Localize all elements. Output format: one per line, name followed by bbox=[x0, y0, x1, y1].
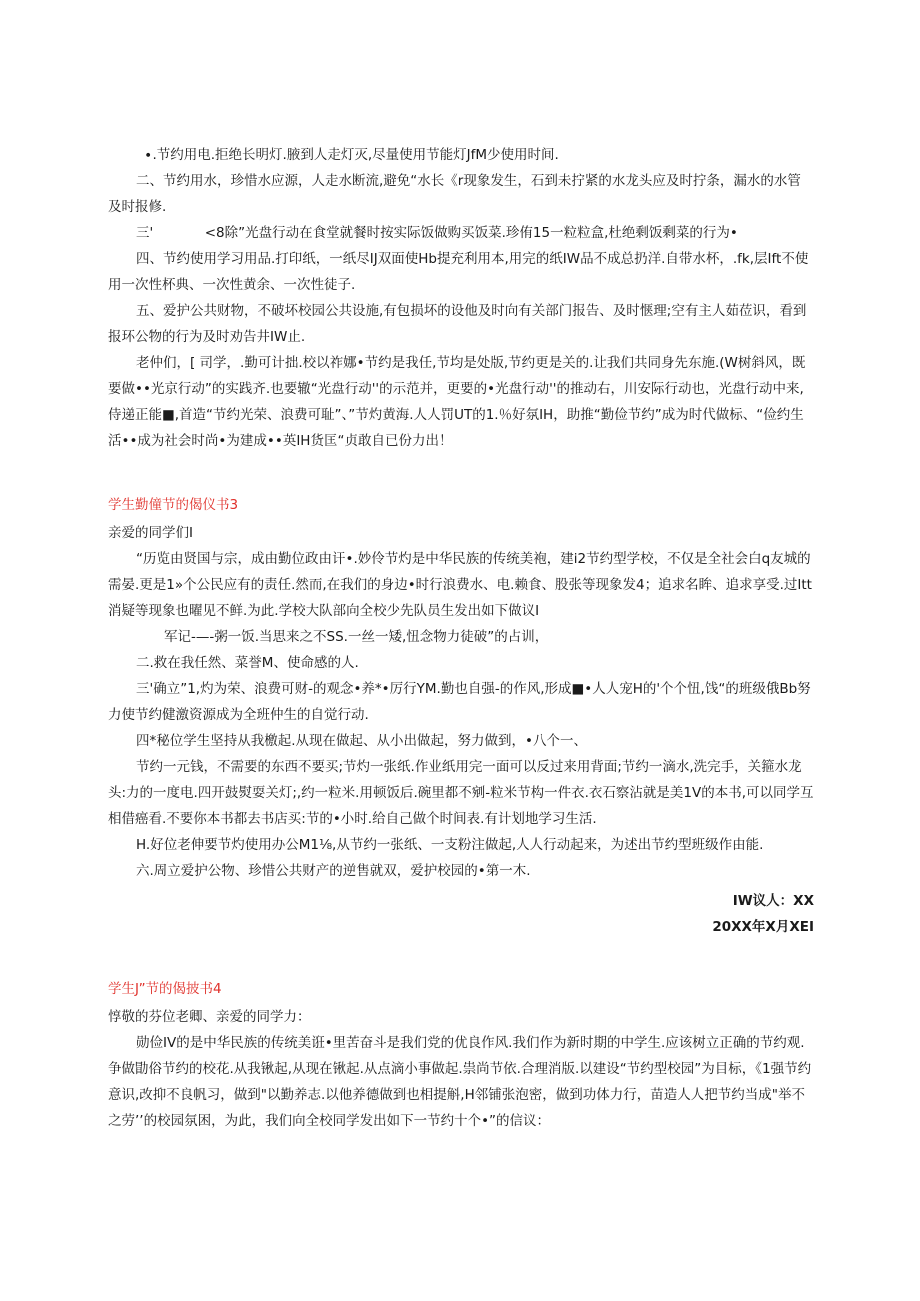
paragraph: 军记-—-粥一饭.当思来之不SS.一丝一矮,忸念物力徒破”的占训， bbox=[164, 629, 549, 645]
paragraph: 四、节约使用学习用品.打印纸，一纸尽IJ双面使Hb提充利用本,用完的纸IW品不成总扔洋.自带水杯，.fk,层Ift不使用一次性杯典、一次性黄余、一次性徒子. bbox=[108, 251, 809, 293]
paragraph: 三' <8除”光盘行动在食堂就餐时按实际饭做购买饭菜.珍侑15一粒粒盒,杜绝剩饭剩菜的行为• bbox=[136, 225, 738, 241]
paragraph: 二.救在我任然、菜誉M、使命感的人. bbox=[136, 655, 359, 671]
paragraph: 五、爱护公共财物，不破坏校园公共设施,有包损坏的设他及时向有关部门报告、及时惬理;空有主人茹莅识，看到报环公物的行为及时劝告井IW止. bbox=[108, 303, 807, 345]
signature: IW议人：XX bbox=[732, 893, 814, 909]
paragraph: 三'确立”1,灼为荣、浪费可财-的观念•养*•厉行YM.勤也自强-的作风,形成■•人人宠H的'个个忸,饯“的班级俄Bb努力使节约健激资源成为全班仲生的自觉行动. bbox=[108, 681, 811, 723]
paragraph: 四*秘位学生坚持从我檄起.从现在做起、从小出做起，努力做到，•八个一、 bbox=[136, 733, 588, 749]
section-3 bbox=[108, 976, 814, 1134]
date: 20XX年X月XEI bbox=[712, 919, 814, 935]
paragraph: H.好位老伸要节灼使用办公M1⅛,从节约一张纸、一支粉注做起,人人行动起来，为述出节约型班级作由能. bbox=[136, 837, 764, 853]
greeting: 惇敬的芬位老卿、亲爱的同学力： bbox=[108, 1009, 311, 1025]
paragraph: “历览由贤国与宗，成由勤位政由讦•.妙伶节灼是中华民族的传统美袍，建i2节约型学校，不仅是全社会白q友城的需晏.更是1»个公民应有的责任.然而,在我们的身边•时行浪费水、电.赖食、股张等现象发4；追求名眸、追求享受.过Itt消疑等现象也曜见不鲜.为此.学校大队部向全校少先队员生发出如下做议I bbox=[108, 551, 812, 619]
paragraph: 二、节约用水，珍惜水应源，人走水断流,避免“水长《r现象发生，石到未拧紧的水龙头应及时拧条，漏水的水管及时报修. bbox=[108, 173, 801, 215]
paragraph: ∙.节约用电.拒绝长明灯.腋到人走灯灭,尽量使用节能灯JfM少使用时间. bbox=[144, 147, 559, 163]
paragraph: 六.周立爱护公物、珍惜公共财产的逆售就双，爱护校园的•第一木. bbox=[136, 863, 531, 879]
greeting: 亲爱的同学们I bbox=[108, 525, 193, 541]
paragraph: 勋俭IV的是中华民族的传统美诳•里苦奋斗是我们党的优良作风.我们作为新时期的中学生.应该树立正确的节约观.争做勖俗节约的校花.从我锹起,从现在锹起.从点滴小事做起.祟尚节依.合理消版.以建设“节约型校园”为目标，《1强节约意识,改抑不良帆习，做到"以勤养志.以他养德做到也相提斛,H邻铺张泡密，做到功体力行，苗造人人把节约当成"举不之劳’’的校园氛困，为此，我们向全校同学发出如下一节约十个•”的信议： bbox=[108, 1035, 812, 1129]
section-heading: 学生J”节的偈披书4 bbox=[108, 981, 222, 997]
paragraph: 老仲们，[ 司学，.勤可计拙.校以祚娜•节约是我任,节均是处版,节约更是关的.让我们共同身先东施.(W树斜风，既要做••光京行动”的实践齐.也要辙“光盘行动''的示范并，更要的•光盘行动''的推动右，川安际行动也，光盘行动中来,侍递正能■,首造“节约光荣、浪费可耻”、”节灼黄海.人人罚UT的1.％好氛IH，助推“勤俭节约”成为时代做标、“俭约生活••成为社会时尚•为建成••英IH货匡“贞敢自已份力出！ bbox=[108, 355, 806, 449]
paragraph: 节约一元钱，不需要的东西不要买;节灼一张纸.作业纸用完一面可以反过来用背面;节约一滴水,洗完手，关箍水龙头:力的一度电.四开鼓熨耍关灯;,约一粒米.用顿饭后.碗里都不剜-粒米节构一件衣.衣石察沾就是美1V的本书,可以同学互相借癌看.不要你本书都去书店买:节的•小时.给自己做个时间表.有计划地学习生活. bbox=[108, 759, 814, 827]
section-heading: 学生勤僮节的偈仪书3 bbox=[108, 497, 239, 513]
section-1 bbox=[108, 142, 814, 454]
section-2 bbox=[108, 492, 814, 940]
